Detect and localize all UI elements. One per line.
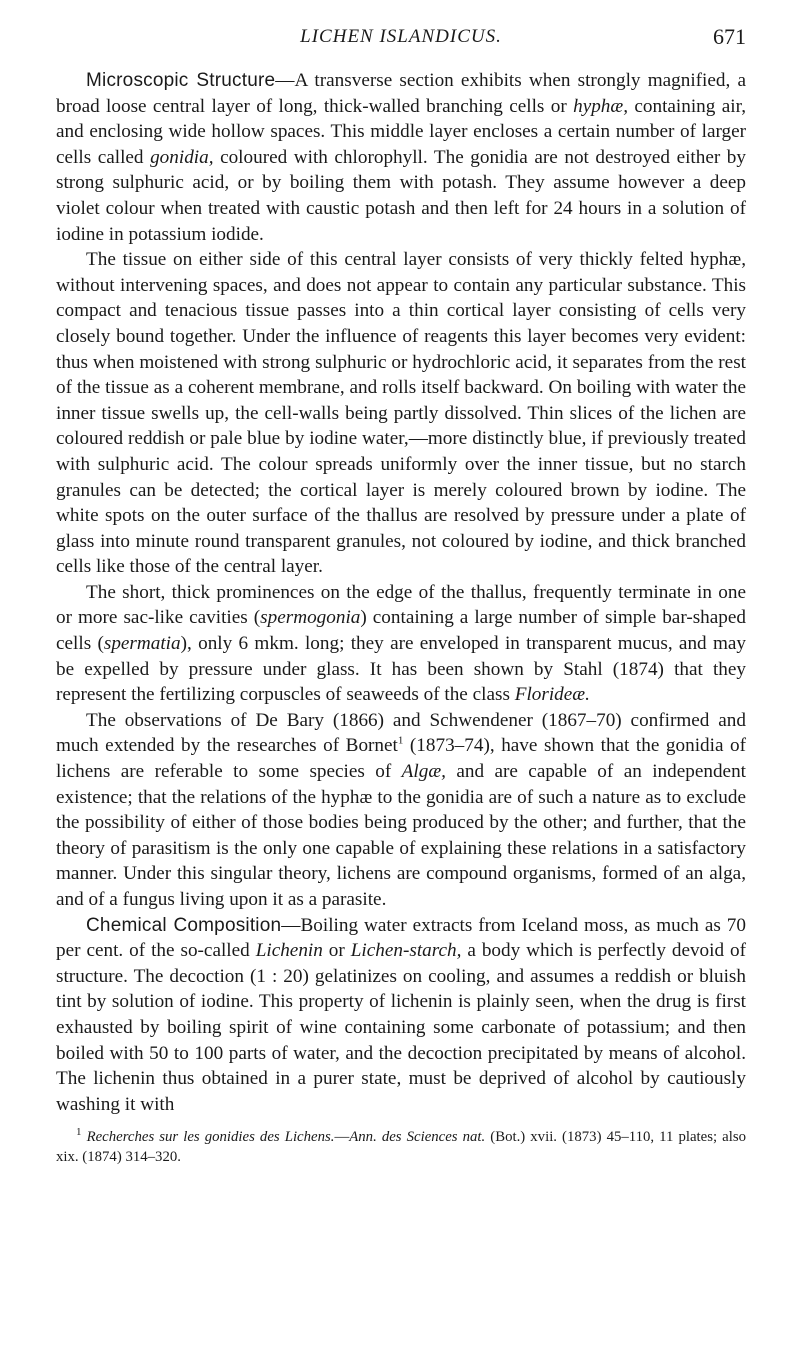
text-run: ), only 6 mkm. long; they are enveloped in transparent mucus, and may be expelled by pressure under glass. It has been shown by Stahl (1874) that they represent the fertilizing corpuscles of seaweeds of the class bbox=[56, 633, 746, 706]
footnote-dash: — bbox=[334, 1129, 350, 1146]
footnote-marker: 1 bbox=[76, 1126, 82, 1139]
heading-dash: — bbox=[275, 70, 295, 91]
footnote-title: Recherches sur les gonidies des Lichens. bbox=[86, 1129, 335, 1146]
paragraph-tissue: The tissue on either side of this central layer consists of very thickly felted hyphæ, without intervening spaces, and does not appear to contain any particular substance. This compact and tenacious tissue passes into a thin cortical layer consisting of cells very closely bound together. Under the influence of reagents this layer becomes very evident: thus when moistened with strong sulphuric or hydrochloric acid, it separates from the rest of the tissue as a coherent membrane, and rolls itself backward. On boiling with water the inner tissue swells up, the cell-walls being partly dissolved. Thin slices of the lichen are coloured reddish or pale blue by iodine water,—more distinctly blue, if previously treated with sulphuric acid. The colour spreads uniformly over the inner tissue, but no starch granules can be detected; the cortical layer is merely coloured brown by iodine. The white spots on the outer surface of the thallus are resolved by pressure under a plate of glass into minute round transparent granules, not coloured by iodine, and thick branched cells like those of the central layer. bbox=[56, 249, 746, 578]
text-run: containing air, and enclosing wide hollow spaces. This middle layer encloses a certain number of larger cells called bbox=[56, 95, 746, 168]
section-heading-microscopic-structure: Microscopic Structure bbox=[86, 70, 276, 91]
paragraph-chemical-composition bbox=[56, 913, 746, 1118]
footnote-citation: (Bot.) xvii. (1873) 45–110, 11 plates; also xix. (1874) 314–320. bbox=[56, 1129, 746, 1166]
text-run: (1873–74), have shown that the gonidia of lichens are referable to some species of bbox=[56, 735, 746, 783]
term-lichenin: Lichenin bbox=[255, 940, 323, 962]
term-gonidia: gonidia, bbox=[150, 146, 214, 168]
text-run: or bbox=[322, 940, 351, 962]
term-spermogonia: spermogonia bbox=[260, 607, 361, 629]
term-florideae: Florideæ. bbox=[514, 684, 590, 706]
paragraph-microscopic-structure bbox=[56, 68, 746, 247]
section-heading-chemical-composition: Chemical Composition bbox=[86, 914, 282, 936]
text-run: The short, thick prominences on the edge of the thallus, frequently terminate in one or more sac-like cavities ( bbox=[56, 581, 746, 629]
body-text bbox=[56, 68, 746, 1117]
text-run: a body which is perfectly devoid of structure. The decoction (1 : 20) gelatinizes on cooling, and assumes a reddish or bluish tint by solution of iodine. This property of lichenin is plainly seen, when the drug is first exhausted by boiling spirit of wine containing some carbonate of potassium; and then boiled with 50 to 100 parts of water, and the decoction precipitated by means of alcohol. The lichenin thus obtained in a purer state, must be deprived of alcohol by cautiously washing it with bbox=[56, 940, 747, 1115]
term-algae: Algæ, bbox=[401, 761, 446, 783]
text-run: Boiling water extracts from Iceland moss, as much as 70 per cent. of the so-called bbox=[56, 914, 746, 962]
term-hyphae: hyphæ, bbox=[573, 95, 628, 117]
paragraph-observations bbox=[56, 708, 746, 913]
footnote-reference[interactable]: 1 bbox=[397, 735, 404, 748]
running-title: LICHEN ISLANDICUS. bbox=[300, 26, 502, 47]
text-run: A transverse section exhibits when strongly magnified, a broad loose central layer of long, thick-walled branching cells or bbox=[56, 70, 746, 117]
text-run: coloured with chlorophyll. The gonidia are not destroyed either by strong sulphuric acid, or by boiling them with potash. They assume however a deep violet colour when treated with caustic potash and then left for 24 hours in a solution of iodine in potassium iodide. bbox=[56, 146, 746, 245]
term-spermatia: spermatia bbox=[103, 633, 181, 655]
text-run: and are capable of an independent existence; that the relations of the hyphæ to the gonidia are of such a nature as to exclude the possibility of either of those bodies being produced by the other; and further, that the theory of parasitism is the only one capable of explaining these relations in a satisfactory manner. Under this singular theory, lichens are compound organisms, formed of an alga, and of a fungus living upon it as a parasite. bbox=[56, 761, 747, 910]
paragraph-prominences bbox=[56, 580, 746, 708]
page-header bbox=[56, 20, 746, 56]
text-run: ) containing a large number of simple bar-shaped cells ( bbox=[56, 607, 746, 655]
text-run: The observations of De Bary (1866) and Schwendener (1867–70) confirmed and much extended by the researches of Bornet bbox=[56, 709, 746, 757]
term-lichen-starch: Lichen-starch, bbox=[350, 940, 462, 962]
footnote-journal: Ann. des Sciences nat. bbox=[349, 1129, 486, 1146]
heading-dash: — bbox=[281, 914, 301, 936]
page-number: 671 bbox=[713, 24, 746, 49]
footnote bbox=[56, 1127, 746, 1167]
